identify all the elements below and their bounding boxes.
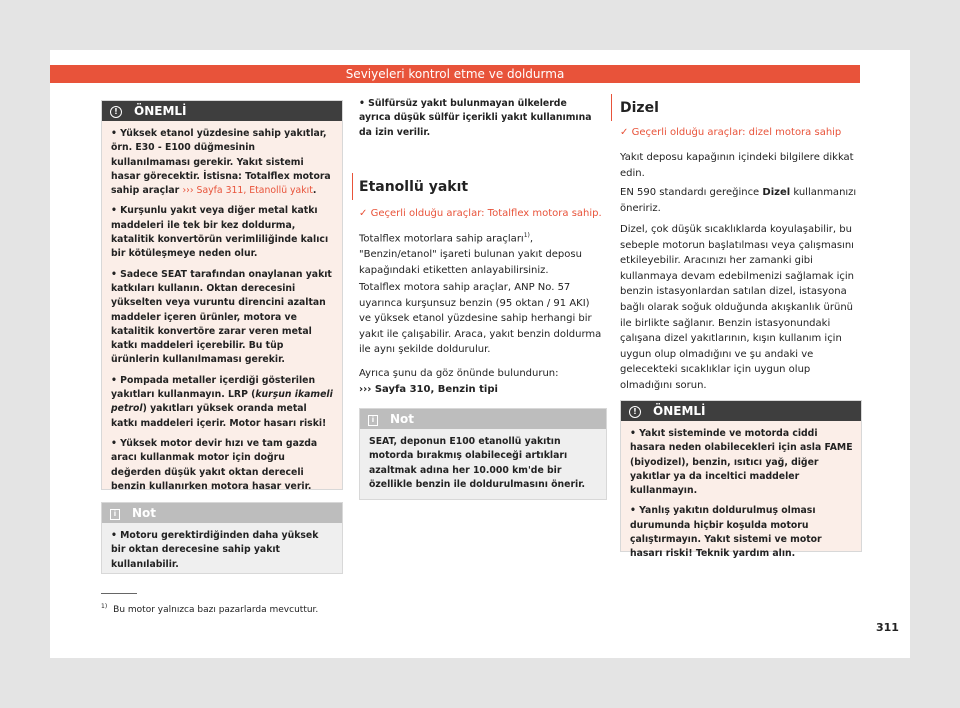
page-link[interactable]: ››› Sayfa 311, Etanollü yakıt [182, 185, 313, 197]
info-circle-icon: ! [629, 406, 641, 418]
warning-box [101, 100, 343, 490]
middle-bullet: • Sülfürsüz yakıt bulunmayan ülkelerde ayrıca düşük sülfür içerikli yakıt kullanımına da izin verilir. [359, 98, 592, 138]
warning-header [102, 101, 342, 121]
footnote: $^{1)}$ Bu motor yalnızca bazı pazarlarda mevcuttur. [101, 603, 319, 615]
paragraph: Ayrıca şunu da göz önünde bulundurun: ››› Sayfa 310, Benzin tipi [359, 368, 559, 395]
warning-bullet: • Yakıt sisteminde ve motorda ciddi hasara neden olabilecekleri için asla FAME (biyodizel), benzin, ısıtıcı yağ, diğer yakıtlar ya da inceltici maddeler kullanmayın. [630, 428, 853, 497]
warning-bullet: • Yanlış yakıtın doldurulmuş olması durumunda hiçbir koşulda motoru çalıştırmayın. Yakıt sistemi ve motor hasarı riski! Teknik yardım alın. [630, 505, 822, 560]
note-header [102, 503, 342, 523]
footnote-divider [101, 593, 137, 594]
paragraph: Dizel, çok düşük sıcaklıklarda koyulaşabilir, bu sebeple motorun başlatılması veya çalışmasını etkileyebilir. Aracınızı her zamanki gibi kullanmaya devam edebilmenizi sağlamak için benzin istasyonlardan satılan dizel, istasyona bağlı olarak soğuk olduğunda akışkanlık ürünü ile birlikte sağlanır. Benzin istasyonundaki çalışana dizel yakıtlarının, kışın kullanım için uygun olup olmadığını ve şu andaki ve gelecekteki sıcaklıklar için uygun olup olmadığını sorun. [620, 224, 854, 391]
warning-bullet: • Yüksek etanol yüzdesine sahip yakıtlar, örn. E30 - E100 düğmesinin kullanılmaması gerekir. Yakıt sistemi hasar görecektir. İstisna: Totalflex motora sahip araçlar ››› Sayfa 311, Etanollü yakıt. [111, 128, 331, 197]
warning-title: ÖNEMLİ [134, 104, 187, 118]
applies-to: ✓ Geçerli olduğu araçlar: dizel motora sahip [620, 127, 842, 138]
warning-bullet: • Pompada metaller içerdiği gösterilen yakıtları kullanmayın. LRP (kurşun ikameli petrol) yakıtları yüksek oranda metal katkı maddeleri içerir. Motor hasarı riski! [111, 374, 333, 429]
warning-bullet: • Sadece SEAT tarafından onaylanan yakıt katkıları kullanın. Oktan derecesini yükselten veya vuruntu direncini azaltan maddeler içeren ürünler, motora ve katalitik konvertöre zarar veren metal katkı maddeleri içerebilir. Bu tüp ürünlerin kullanılmaması gerekir. [111, 268, 332, 366]
section-rule [611, 94, 612, 121]
warning-bullet: • Kurşunlu yakıt veya diğer metal katkı maddeleri ile tek bir kez doldurma, katalitik konvertörün verimliliğinde kalıcı bir kötüleşmeye neden olur. [111, 205, 329, 260]
check-icon: ✓ [359, 208, 368, 219]
warning-header [621, 401, 861, 421]
note-header [360, 409, 606, 429]
note-title: Not [390, 412, 415, 426]
note-title: Not [132, 506, 157, 520]
applies-to: ✓ Geçerli olduğu araçlar: Totalflex motora sahip. [359, 208, 602, 219]
warning-title: ÖNEMLİ [653, 404, 706, 418]
section-rule [352, 173, 353, 200]
note-text: SEAT, deponun E100 etanollü yakıtın motorda bırakmış olabileceği artıkları azaltmak adına her 10.000 km'de bir özellikle benzin ile doldurulmasını önerir. [369, 436, 586, 490]
page-number: 311 [876, 621, 899, 634]
paragraph: Totalflex motora sahip araçlar, ANP No. 57 uyarınca kurşunsuz benzin (95 oktan / 91 AKI) ve yüksek etanol yüzdesine sahip herhangi bir yakıt ile çalışabilir. Araca, yakıt benzin doldurma ile aynı şekilde doldurulur. [359, 282, 602, 356]
check-icon: ✓ [620, 127, 629, 138]
note-text: • Motoru gerektirdiğinden daha yüksek bir oktan derecesine sahip yakıt kullanılabilir. [111, 530, 319, 570]
section-title: Etanollü yakıt [359, 179, 469, 195]
paragraph: Yakıt deposu kapağının içindeki bilgilere dikkat edin. [620, 152, 854, 179]
section-title: Dizel [620, 100, 659, 116]
paragraph: Totalflex motorlara sahip araçları$^{1)}$, "Benzin/etanol" işareti bulunan yakıt deposu kapağındaki etiketten anlayabilirsiniz. [359, 232, 582, 276]
note-box [101, 502, 343, 574]
info-square-icon: i [368, 415, 378, 426]
warning-box [620, 400, 862, 560]
page-header: Seviyeleri kontrol etme ve doldurma [50, 65, 860, 83]
note-box [359, 408, 607, 500]
paragraph: EN 590 standardı gereğince Dizel kullanmanızı öneririz. [620, 187, 857, 214]
page-link[interactable]: ››› Sayfa 310, Benzin tipi [359, 383, 498, 395]
info-square-icon: i [110, 509, 120, 520]
info-circle-icon: ! [110, 106, 122, 118]
warning-bullet: • Yüksek motor devir hızı ve tam gazda aracı kullanmak motor için doğru değerden düşük yakıt oktan dereceli benzin kullanırken motora hasar verir. [111, 437, 318, 492]
